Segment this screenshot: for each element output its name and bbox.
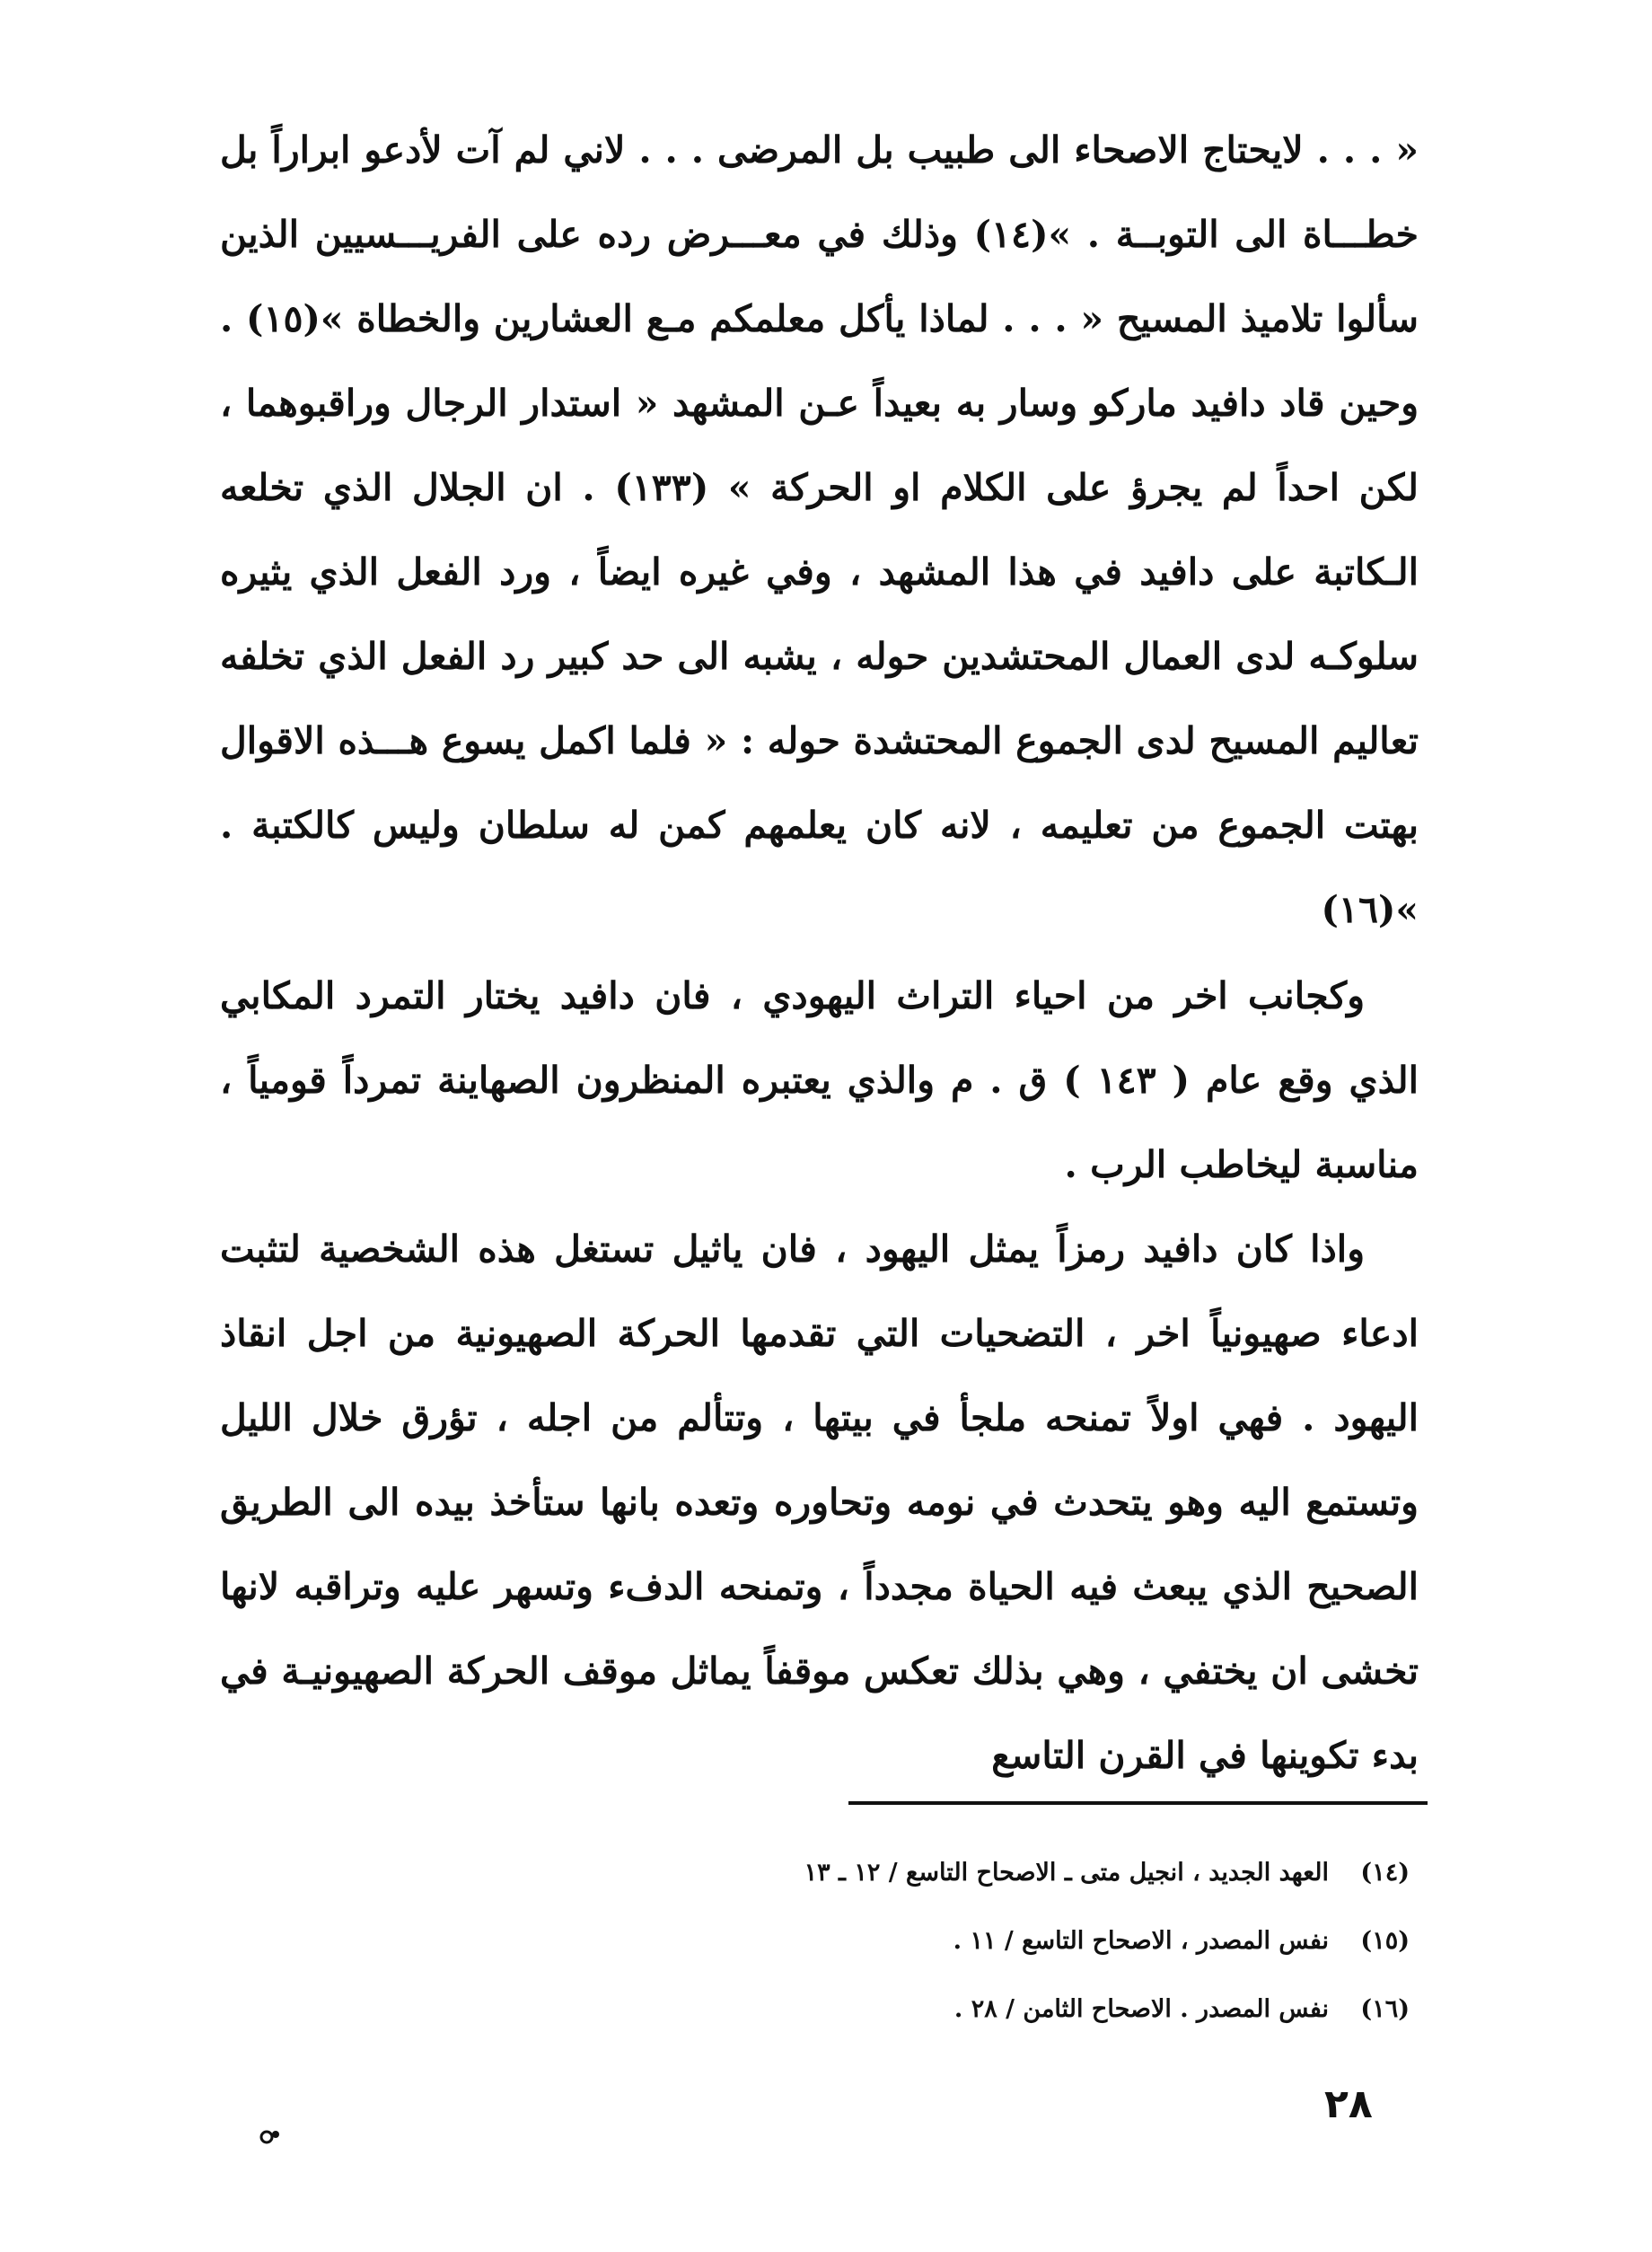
page-number: ٢٨ bbox=[1324, 2081, 1373, 2127]
paragraph-3-text: واذا كان دافيد رمزاً يمثل اليهود ، فان ياثيل تستغل هذه الشخصية لتثبت ادعاء صهيونياً اخر ، التضحيات التي تقدمها الحركة الصهيونية من اجل انقاذ اليهود . فهي اولاً تمنحه ملجأ في بيتها ، وتتألم من اجله ، تؤرق خلال الليل وتستمع اليه وهو يتحدث في نومه وتحاوره وتعده بانها ستأخذ بيده الى الطريق الصحيح الذي يبعث فيه الحياة مجدداً ، وتمنحه الدفء وتسهر عليه وتراقبه لانها تخشى ان يختفي ، وهي بذلك تعكس موقفاً يماثل موقف الحركة الصهيونيـة في بدء تكوينها في القرن التاسع bbox=[220, 1227, 1419, 1777]
footnotes bbox=[503, 1839, 1410, 2044]
paragraph-3 bbox=[220, 1207, 1419, 1798]
paragraph-1 bbox=[220, 108, 1419, 952]
footnote-number: (١٤) bbox=[1360, 1859, 1410, 1887]
ink-mark-icon bbox=[259, 2126, 282, 2146]
paragraph-2 bbox=[220, 954, 1419, 1207]
footnote-divider bbox=[848, 1801, 1428, 1805]
footnote-text: العهد الجديد ، انجيل متى ـ الاصحاح التاسع / ١٢ ـ ١٣ bbox=[804, 1859, 1329, 1887]
footnote-text: نفس المصدر . الاصحاح الثامن / ٢٨ . bbox=[953, 1995, 1329, 2023]
footnote-number: (١٦) bbox=[1360, 1995, 1410, 2023]
paragraph-2-text: وكجانب اخر من احياء التراث اليهودي ، فان دافيد يختار التمرد المكابي الذي وقع عام ( ١٤٣ ) ق . م والذي يعتبره المنظرون الصهاينة تمرداً قومياً ، مناسبة ليخاطب الرب . bbox=[220, 974, 1419, 1186]
footnote-15 bbox=[503, 1907, 1410, 1975]
footnote-14 bbox=[503, 1839, 1410, 1907]
footnote-16 bbox=[503, 1975, 1410, 2044]
footnote-number: (١٥) bbox=[1360, 1927, 1410, 1955]
footnote-text: نفس المصدر ، الاصحاح التاسع / ١١ . bbox=[953, 1927, 1329, 1955]
paragraph-1-text: « . . . لايحتاج الاصحاء الى طبيب بل المرضى . . . لاني لم آت لأدعو ابراراً بل خطـــاة الى التوبــة . »(١٤) وذلك في معـــرض رده على الفريـــسيين الذين سألوا تلاميذ المسيح « . . . لماذا يأكل معلمكم مـع العشارين والخطاة »(١٥) . وحين قاد دافيد ماركو وسار به بعيداً عـن المشهد « استدار الرجال وراقبوهما ، لكن احداً لم يجرؤ على الكلام او الحركة » (١٣٣) . ان الجلال الذي تخلعه الـكاتبة على دافيد في هذا المشهد ، وفي غيره ايضاً ، ورد الفعل الذي يثيره سلوكـه لدى العمال المحتشدين حوله ، يشبه الى حد كبير رد الفعل الذي تخلفه تعاليم المسيح لدى الجموع المحتشدة حوله : « فلما اكمل يسوع هـــذه الاقوال بهتت الجموع من تعليمه ، لانه كان يعلمهم كمن له سلطان وليس كالكتبة . »(١٦) bbox=[220, 128, 1419, 931]
